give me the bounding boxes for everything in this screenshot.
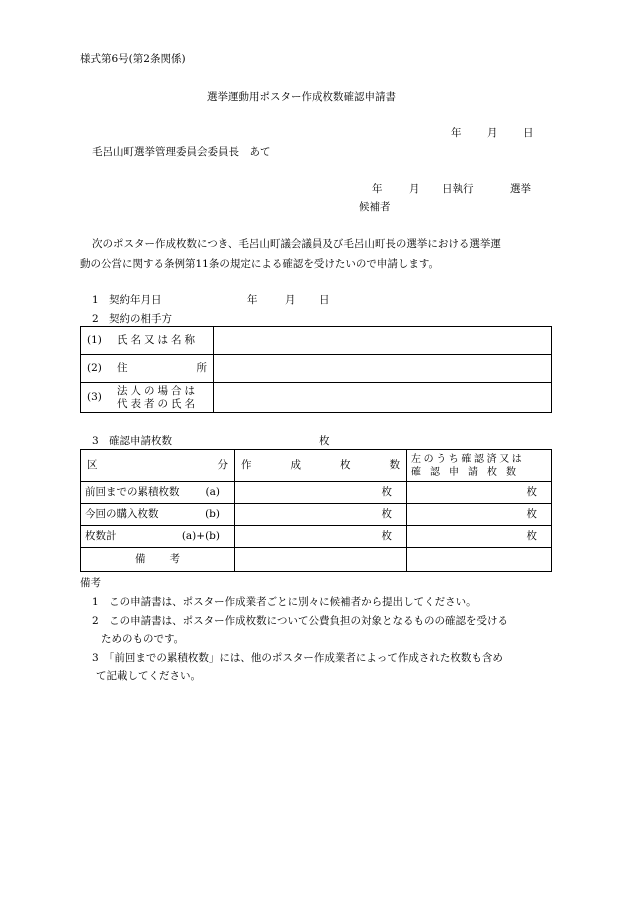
addressee: 毛呂山町選挙管理委員会委員長 あて	[92, 146, 271, 158]
document-title: 選挙運動用ポスター作成枚数確認申請書	[207, 91, 396, 103]
row-tag: (a)	[205, 486, 220, 498]
candidate-label: 候補者	[359, 201, 391, 213]
header-created-char: 数	[389, 459, 400, 471]
form-number-label: 様式第6号(第2条関係)	[80, 53, 186, 65]
row-label: 今回の購入枚数	[85, 508, 159, 520]
party-rep-label-cell	[81, 383, 214, 413]
election-day-exec: 日執行	[442, 183, 474, 195]
note-3-line2: て記載してください。	[96, 670, 201, 682]
party-name-label-cell	[81, 327, 214, 355]
item3-unit: 枚	[319, 435, 330, 447]
party-name-value[interactable]	[214, 327, 552, 355]
previous-created-value[interactable]	[235, 482, 407, 504]
unit-label: 枚	[526, 530, 537, 542]
body-text-line2: 動の公営に関する条例第11条の規定による確認を受けたいので申請します。	[80, 258, 440, 270]
party-address-label-a: 住	[117, 362, 128, 374]
current-label-cell	[81, 504, 235, 526]
party-row-number: (2)	[87, 362, 102, 374]
row-tag: (a)+(b)	[181, 530, 220, 542]
unit-label: 枚	[526, 508, 537, 520]
unit-label: 枚	[381, 486, 392, 498]
note-3-line1: 3 「前回までの累積枚数」には、他のポスター作成業者によって作成された枚数も含め	[92, 652, 503, 664]
header-confirmed-line1: 左のうち確認済又は	[411, 453, 525, 465]
party-row-representative	[81, 383, 552, 413]
header-confirmed-cell	[407, 450, 552, 482]
party-address-value[interactable]	[214, 355, 552, 383]
unit-label: 枚	[381, 508, 392, 520]
unit-label: 枚	[381, 530, 392, 542]
date-day: 日	[523, 127, 534, 139]
row-tag: (b)	[205, 508, 220, 520]
remarks-value-b[interactable]	[407, 548, 552, 572]
total-label-cell	[81, 526, 235, 548]
note-1: 1 この申請書は、ポスター作成業者ごとに別々に候補者から提出してください。	[92, 596, 477, 608]
party-row-name	[81, 327, 552, 355]
note-2-line2: ためのものです。	[101, 633, 185, 645]
party-name-label: 氏名又は名称	[117, 334, 198, 346]
election-type: 選挙	[510, 183, 531, 195]
remarks-label	[81, 553, 234, 566]
header-created-char: 成	[290, 459, 301, 471]
date-year: 年	[451, 127, 462, 139]
header-confirmed-text	[407, 453, 551, 479]
total-created-value[interactable]	[235, 526, 407, 548]
count-table	[80, 449, 552, 572]
notes-heading: 備考	[80, 577, 101, 589]
note-2-line1: 2 この申請書は、ポスター作成枚数について公費負担の対象となるものの確認を受ける	[92, 615, 508, 627]
header-created-char: 作	[241, 459, 252, 471]
date-month: 月	[487, 127, 498, 139]
remarks-label-b: 考	[169, 553, 180, 565]
item2-label: 契約の相手方	[109, 313, 172, 325]
party-rep-label	[117, 385, 207, 411]
row-label: 前回までの累積枚数	[85, 486, 180, 498]
count-row-remarks	[81, 548, 552, 572]
election-month: 月	[409, 183, 420, 195]
item1-label: 契約年月日	[109, 294, 162, 306]
election-year: 年	[372, 183, 383, 195]
item2-number: 2	[92, 313, 99, 325]
header-category-a: 区	[87, 459, 98, 471]
header-created-count-cell	[235, 450, 407, 482]
party-row-number: (3)	[87, 391, 102, 403]
party-address-label-cell	[81, 355, 214, 383]
count-row-previous	[81, 482, 552, 504]
header-category-b: 分	[217, 459, 228, 471]
previous-confirmed-value[interactable]	[407, 482, 552, 504]
party-row-number: (1)	[87, 334, 102, 346]
header-confirmed-line2: 確認申請枚数	[411, 466, 525, 478]
row-label: 枚数計	[85, 530, 117, 542]
remarks-label-a: 備	[135, 553, 146, 565]
item1-month: 月	[285, 294, 296, 306]
item3-label: 確認申請枚数	[109, 435, 172, 447]
count-row-current	[81, 504, 552, 526]
current-created-value[interactable]	[235, 504, 407, 526]
count-header-row	[81, 450, 552, 482]
body-text-line1: 次のポスター作成枚数につき、毛呂山町議会議員及び毛呂山町長の選挙における選挙運	[92, 238, 501, 250]
party-rep-label-line2: 代表者の氏名	[117, 397, 198, 410]
total-confirmed-value[interactable]	[407, 526, 552, 548]
remarks-label-cell	[81, 548, 235, 572]
unit-label: 枚	[526, 486, 537, 498]
item3-number: 3	[92, 435, 99, 447]
current-confirmed-value[interactable]	[407, 504, 552, 526]
item1-year: 年	[247, 294, 258, 306]
party-rep-label-line1: 法人の場合は	[117, 384, 198, 397]
previous-label-cell	[81, 482, 235, 504]
party-address-label	[117, 362, 207, 375]
header-category-cell	[81, 450, 235, 482]
header-created-char: 枚	[340, 459, 351, 471]
item1-day: 日	[319, 294, 330, 306]
item1-number: 1	[92, 294, 99, 306]
party-address-label-b: 所	[196, 362, 207, 374]
party-rep-value[interactable]	[214, 383, 552, 413]
party-row-address	[81, 355, 552, 383]
contract-party-table	[80, 326, 552, 413]
count-row-total	[81, 526, 552, 548]
remarks-value-a[interactable]	[235, 548, 407, 572]
